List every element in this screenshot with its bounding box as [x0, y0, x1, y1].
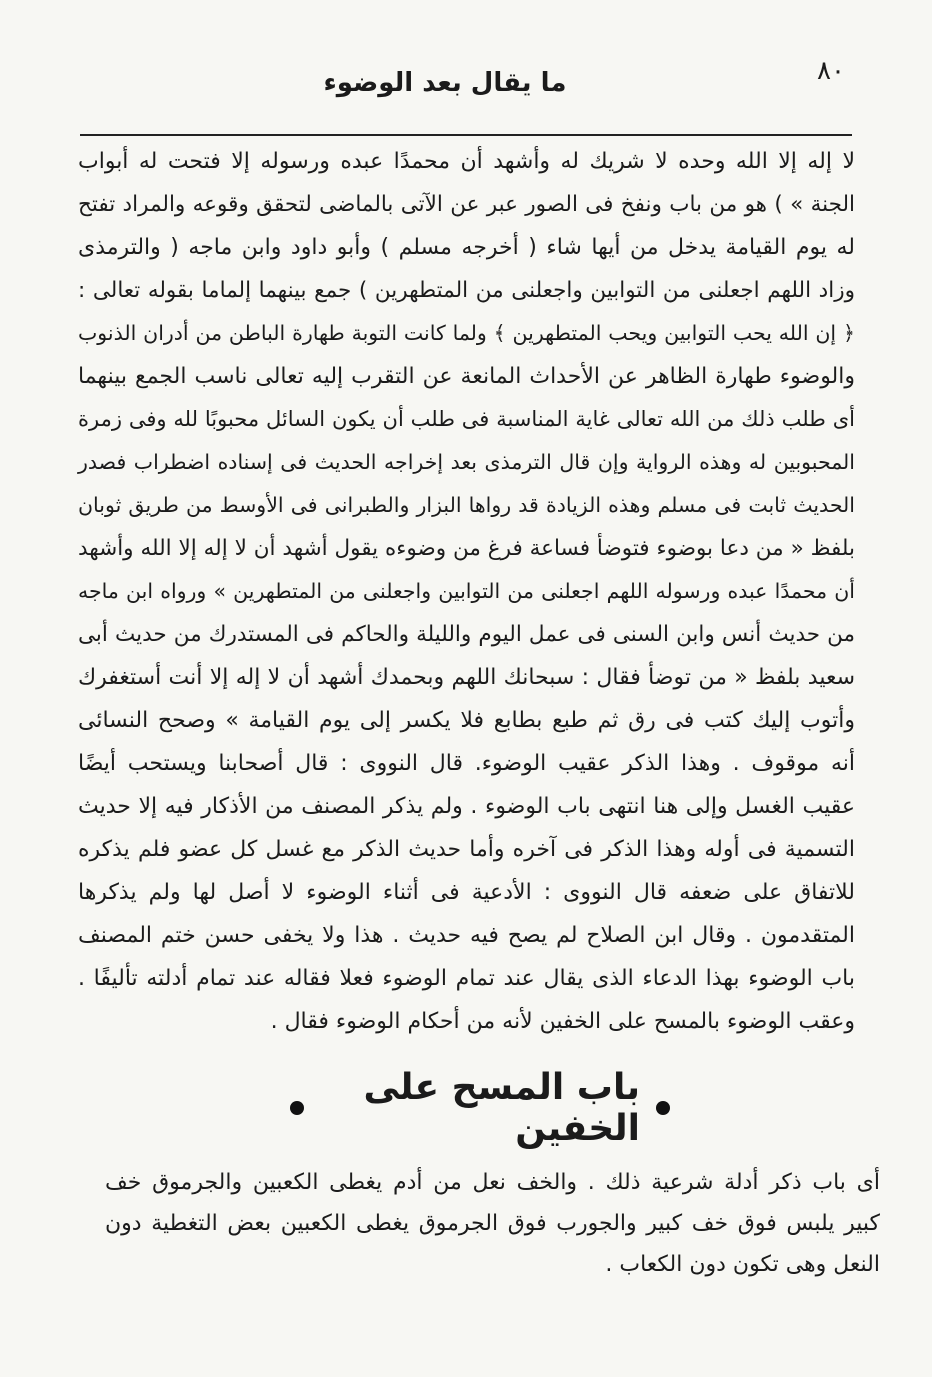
- text-line: له يوم القيامة يدخل من أيها شاء ( أخرجه مسلم ) وأبو داود وابن ماجه ( والترمذى: [78, 235, 855, 260]
- text-line: باب الوضوء بهذا الدعاء الذى يقال عند تمام الوضوء فعلا فقاله عند تمام أدلته تأليفًا .: [78, 966, 855, 991]
- text-line: الجنة » ) هو من باب ونفخ فى الصور عبر عن الآتى بالماضى لتحقق وقوعه والمراد تفتح: [78, 192, 855, 217]
- text-line: النعل وهى تكون دون الكعاب .: [605, 1252, 880, 1277]
- header-rule: [80, 134, 852, 136]
- text-line: كبير يلبس فوق خف كبير والجورب فوق الجرموق يغطى الكعبين بعض التغطية دون: [105, 1211, 880, 1236]
- text-line: عقيب الغسل وإلى هنا انتهى باب الوضوء . ولم يذكر المصنف من الأذكار فيه إلا حديث: [78, 794, 855, 819]
- section-paragraph: [105, 1162, 880, 1285]
- running-title: ما يقال بعد الوضوء: [323, 68, 567, 98]
- text-line: من حديث أنس وابن السنى فى عمل اليوم والليلة والحاكم فى المستدرك من حديث أبى: [78, 622, 855, 647]
- section-heading: [290, 1067, 670, 1149]
- bullet-icon: [656, 1101, 670, 1115]
- text-line: التسمية فى أوله وهذا الذكر فى آخره وأما حديث الذكر مع غسل كل عضو فلم يذكره: [78, 837, 855, 862]
- text-line: المحبوبين له وهذه الرواية وإن قال الترمذى بعد إخراجه الحديث فى إسناده اضطراب فصدر: [78, 450, 855, 474]
- bullet-icon: [290, 1101, 304, 1115]
- text-line: المتقدمون . وقال ابن الصلاح لم يصح فيه حديث . هذا ولا يخفى حسن ختم المصنف: [78, 923, 855, 948]
- text-line: أى باب ذكر أدلة شرعية ذلك . والخف نعل من أدم يغطى الكعبين والجرموق خف: [105, 1170, 880, 1195]
- text-line: ﴿ إن الله يحب التوابين ويحب المتطهرين ﴾ ولما كانت التوبة طهارة الباطن من أدران الذنوب: [78, 321, 855, 345]
- text-line: وأتوب إليك كتب فى رق ثم طبع بطابع فلا يكسر إلى يوم القيامة » وصحح النسائى: [78, 708, 855, 733]
- text-line: سعيد بلفظ « من توضأ فقال : سبحانك اللهم وبحمدك أشهد أن لا إله إلا أنت أستغفرك: [78, 665, 855, 690]
- text-line: الحديث ثابت فى مسلم وهذه الزيادة قد رواها البزار والطبرانى فى الأوسط من طريق ثوبان: [78, 493, 855, 517]
- text-line: أن محمدًا عبده ورسوله اللهم اجعلنى من التوابين واجعلنى من المتطهرين » ورواه ابن ماجه: [78, 579, 855, 603]
- text-line: وزاد اللهم اجعلنى من التوابين واجعلنى من المتطهرين ) جمع بينهما إلماما بقوله تعالى :: [78, 278, 855, 303]
- text-line: بلفظ « من دعا بوضوء فتوضأ فساعة فرغ من وضوءه يقول أشهد أن لا إله إلا الله وأشهد: [78, 536, 855, 561]
- text-line: والوضوء طهارة الظاهر عن الأحداث المانعة عن التقرب إليه تعالى ناسب الجمع بينهما: [78, 364, 855, 389]
- text-line: أى طلب ذلك من الله تعالى غاية المناسبة فى طلب أن يكون السائل محبوبًا لله وفى زمرة: [78, 407, 855, 431]
- text-line: لا إله إلا الله وحده لا شريك له وأشهد أن محمدًا عبده ورسوله إلا فتحت له أبواب: [78, 149, 855, 174]
- text-line: أنه موقوف . وهذا الذكر عقيب الوضوء. قال النووى : قال أصحابنا ويستحب أيضًا: [78, 751, 855, 776]
- main-paragraph: [78, 140, 855, 1043]
- section-heading-text: باب المسح على الخفين: [363, 1067, 640, 1149]
- text-line: للاتفاق على ضعفه قال النووى : الأدعية فى أثناء الوضوء لا أصل لها ولم يذكرها: [78, 880, 855, 905]
- page-number: ٨٠: [817, 56, 845, 86]
- text-line: وعقب الوضوء بالمسح على الخفين لأنه من أحكام الوضوء فقال .: [270, 1009, 855, 1034]
